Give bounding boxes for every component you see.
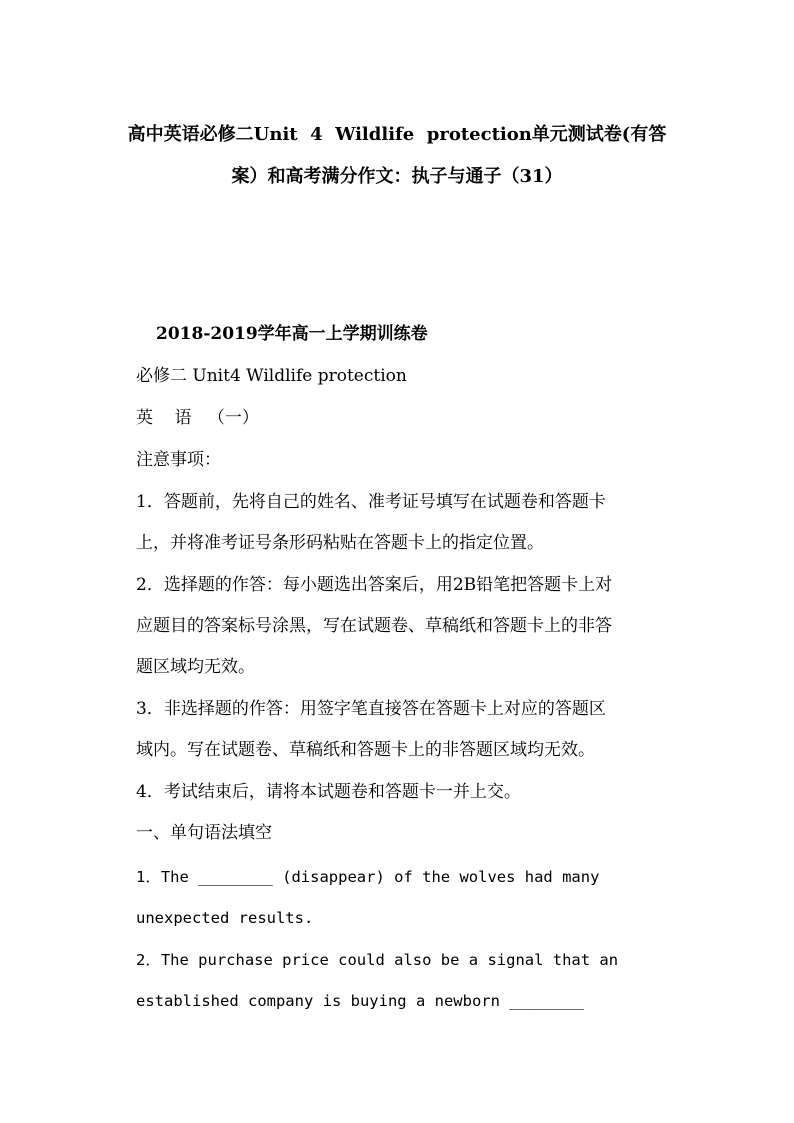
notice-2-line-2: 应题目的答案标号涂黑，写在试题卷、草稿纸和答题卡上的非答 — [136, 616, 612, 636]
question-2-line-2: established company is buying a newborn ________ — [136, 992, 584, 1010]
notice-2-line-3: 题区域均无效。 — [136, 657, 255, 677]
question-1-line-2: unexpected results. — [136, 909, 314, 927]
question-2-line-1: 2．The purchase price could also be a signal that an — [136, 951, 619, 969]
notice-3-line-2: 域内。写在试题卷、草稿纸和答题卡上的非答题区域均无效。 — [136, 740, 595, 760]
notice-2-line-1: 2．选择题的作答：每小题选出答案后，用2B铅笔把答题卡上对 — [136, 575, 613, 595]
subject-heading: 英 语 （一） — [136, 408, 259, 428]
document-title-line-2: 案）和高考满分作文：执子与通子（31） — [231, 166, 563, 187]
document-title-line-1: 高中英语必修二Unit 4 Wildlife protection单元测试卷(有答 — [127, 124, 667, 145]
term-heading: 2018-2019学年高一上学期训练卷 — [156, 324, 428, 344]
notice-4-line-1: 4．考试结束后，请将本试题卷和答题卡一并上交。 — [136, 782, 521, 802]
unit-heading: 必修二 Unit4 Wildlife protection — [136, 366, 407, 386]
notice-1-line-1: 1．答题前，先将自己的姓名、准考证号填写在试题卷和答题卡 — [136, 492, 606, 512]
notice-heading: 注意事项： — [136, 450, 221, 470]
notice-1-line-2: 上，并将准考证号条形码粘贴在答题卡上的指定位置。 — [136, 533, 544, 553]
section-heading: 一、单句语法填空 — [136, 823, 272, 843]
question-1-line-1: 1．The ________ (disappear) of the wolves had many — [136, 868, 600, 886]
notice-3-line-1: 3．非选择题的作答：用签字笔直接答在答题卡上对应的答题区 — [136, 699, 606, 719]
